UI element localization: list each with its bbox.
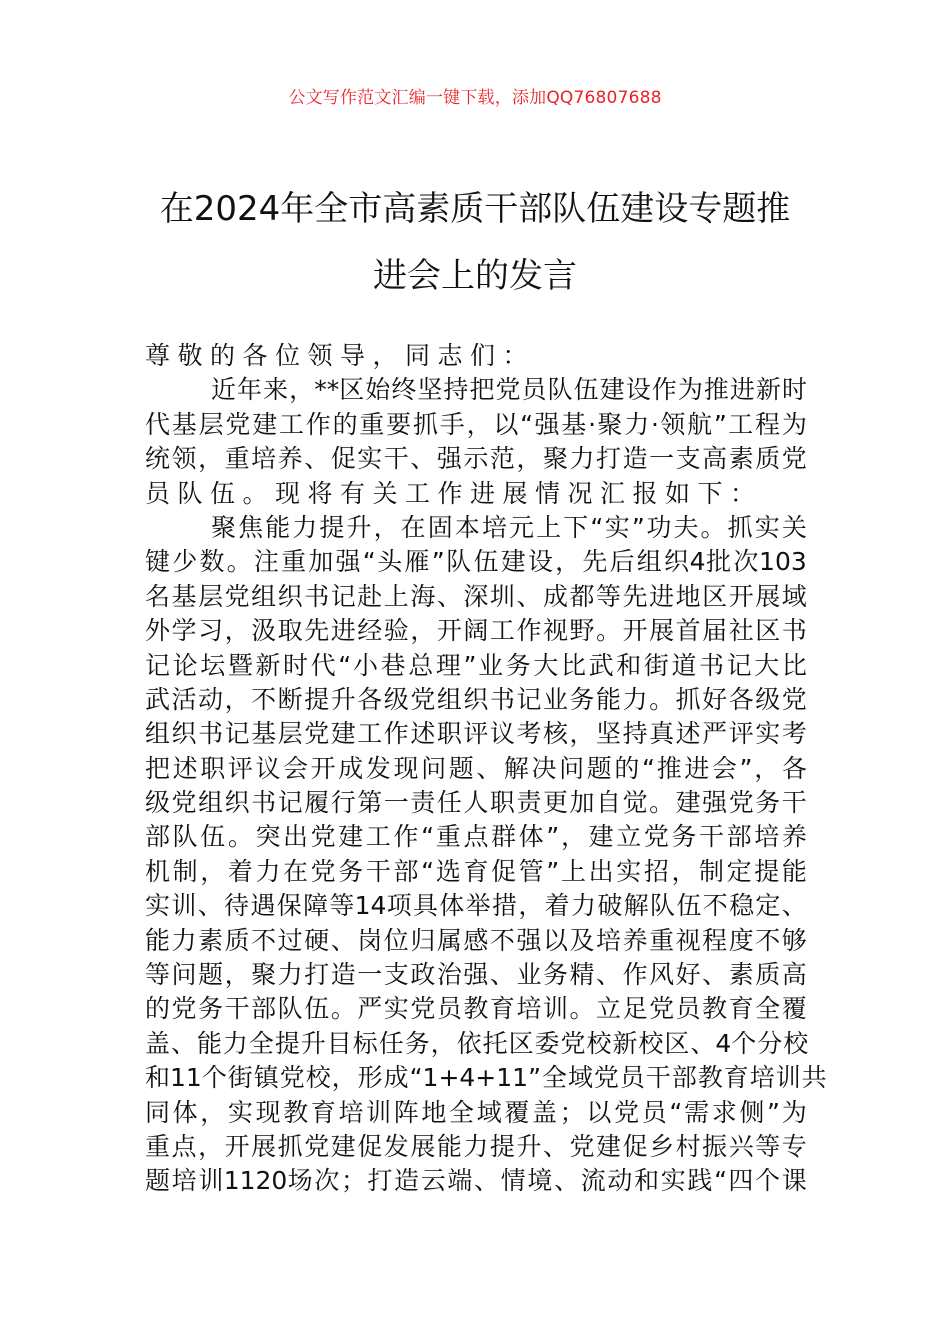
document-body bbox=[145, 339, 827, 1199]
paragraph-1-line: 统 领 ， 重 培 养 、 促 实 干 、 强 示 范 ， 聚 力 打 造 一 支 高 素 质 党 bbox=[145, 444, 807, 474]
paragraph-2-line: 和11个 街 镇 党 校 ， 形 成 “1+4+11” 全 域 党 员 干 部 教 育 培 训 共 bbox=[145, 1063, 827, 1093]
paragraph-2-line: 的 党 务 干 部 队 伍 。 严 实 党 员 教 育 培 训 。 立 足 党 员 教 育 全 覆 bbox=[145, 994, 807, 1024]
paragraph-2-line: 等 问 题 ， 聚 力 打 造 一 支 政 治 强 、 业 务 精 、 作 风 好 、 素 质 高 bbox=[145, 960, 807, 990]
paragraph-2-line: 键 少 数 。 注 重 加 强 “ 头 雁 ” 队 伍 建 设 ， 先 后 组 织4批 次103 bbox=[145, 547, 807, 577]
paragraph-2-line: 盖 、 能 力 全 提 升 目 标 任 务 ， 依 托 区 委 党 校 新 校 区 、4个 分 校 bbox=[145, 1028, 809, 1058]
paragraph-2-line: 外 学 习 ， 汲 取 先 进 经 验 ， 开 阔 工 作 视 野 。 开 展 首 届 社 区 书 bbox=[145, 616, 807, 646]
paragraph-2-line: 部 队 伍 。 突 出 党 建 工 作 “ 重 点 群 体 ” ， 建 立 党 务 干 部 培 养 bbox=[145, 822, 807, 852]
paragraph-1-line: 近 年 来 ，**区 始 终 坚 持 把 党 员 队 伍 建 设 作 为 推 进 新 时 bbox=[211, 375, 808, 405]
paragraph-2-line: 武 活 动 ， 不 断 提 升 各 级 党 组 织 书 记 业 务 能 力 。 抓 好 各 级 党 bbox=[145, 684, 807, 714]
document-title bbox=[140, 176, 810, 310]
paragraph-2-line: 把 述 职 评 议 会 开 成 发 现 问 题 、 解 决 问 题 的 “ 推 进 会 ” ， 各 bbox=[145, 753, 807, 783]
paragraph-1-line: 代 基 层 党 建 工 作 的 重 要 抓 手 ， 以 “ 强 基 · 聚 力 · 领 航 ” 工 程 为 bbox=[145, 409, 807, 439]
paragraph-2-line: 机 制 ， 着 力 在 党 务 干 部 “ 选 育 促 管 ” 上 出 实 招 ， 制 定 提 能 bbox=[145, 856, 807, 886]
paragraph-2-line: 名 基 层 党 组 织 书 记 赴 上 海 、 深 圳 、 成 都 等 先 进 地 区 开 展 域 bbox=[145, 581, 807, 611]
paragraph-2-line: 组 织 书 记 基 层 党 建 工 作 述 职 评 议 考 核 ， 坚 持 真 述 严 评 实 考 bbox=[145, 719, 807, 749]
salutation: 尊敬的各位领导，同志们： bbox=[145, 341, 536, 370]
paragraph-2-line: 聚 焦 能 力 提 升 ， 在 固 本 培 元 上 下 “ 实 ” 功 夫 。 抓 实 关 bbox=[211, 512, 807, 542]
paragraph-2-line: 级 党 组 织 书 记 履 行 第 一 责 任 人 职 责 更 加 自 觉 。 建 强 党 务 干 bbox=[145, 788, 807, 818]
title-line-1: 在2024年全市高素质干部队伍建设专题推 bbox=[159, 189, 791, 229]
paragraph-1-line: 员队伍。现将有关工作进展情况汇报如下： bbox=[145, 478, 763, 508]
watermark-banner: 公文写作范文汇编一键下载，添加QQ76807688 bbox=[288, 88, 662, 108]
paragraph-2-line: 记 论 坛 暨 新 时 代 “ 小 巷 总 理 ” 业 务 大 比 武 和 街 道 书 记 大 比 bbox=[145, 650, 807, 680]
title-line-2: 进会上的发言 bbox=[373, 256, 577, 296]
paragraph-2-line: 题 培 训1120场 次 ； 打 造 云 端 、 情 境 、 流 动 和 实 践 “ 四 个 课 bbox=[145, 1166, 807, 1196]
paragraph-2-line: 能 力 素 质 不 过 硬 、 岗 位 归 属 感 不 强 以 及 培 养 重 视 程 度 不 够 bbox=[145, 925, 807, 955]
paragraph-2-line: 重 点 ， 开 展 抓 党 建 促 发 展 能 力 提 升 、 党 建 促 乡 村 振 兴 等 专 bbox=[145, 1131, 807, 1161]
paragraph-2-line: 同 体 ， 实 现 教 育 培 训 阵 地 全 域 覆 盖 ； 以 党 员 “ 需 求 侧 ” 为 bbox=[145, 1097, 807, 1127]
paragraph-2-line: 实 训 、 待 遇 保 障 等14项 具 体 举 措 ， 着 力 破 解 队 伍 不 稳 定 、 bbox=[145, 891, 807, 921]
